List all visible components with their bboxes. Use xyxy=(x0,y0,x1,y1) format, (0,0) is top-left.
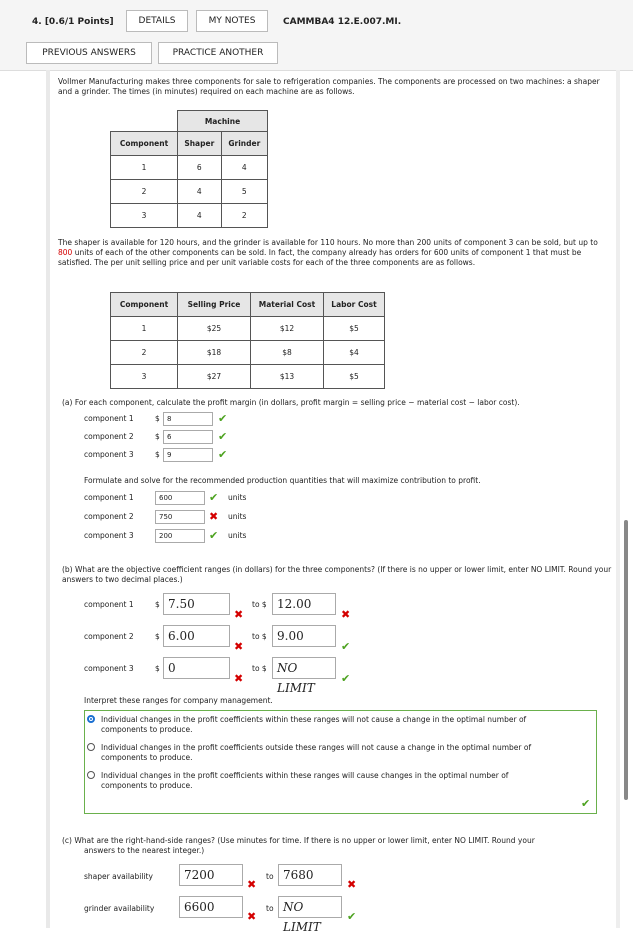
table-cell: 2 xyxy=(111,180,178,204)
option-text-1[interactable] xyxy=(101,715,526,735)
quantity-label: component 1 xyxy=(84,493,134,502)
range-label: component 2 xyxy=(84,632,134,641)
rhs-low-input-grinder[interactable]: 6600 xyxy=(179,896,243,918)
details-button[interactable]: DETAILS xyxy=(126,10,188,32)
range-label: component 3 xyxy=(84,664,134,673)
range-to-label: to $ xyxy=(252,600,267,609)
rhs-to-label: to xyxy=(266,872,274,881)
part-b-question: (b) What are the objective coefficient ranges (in dollars) for the three components? (If there is no upper or lower limit, enter NO LIMIT. Round your answers to two decimal places.) xyxy=(62,565,612,584)
question-header xyxy=(0,0,633,71)
highlighted-value: 800 xyxy=(58,248,73,257)
check-icon: ✔ xyxy=(341,640,351,653)
table-cell: 2 xyxy=(221,204,267,228)
units-label: units xyxy=(228,493,247,502)
table-row xyxy=(111,317,385,341)
table-cell: $13 xyxy=(251,365,324,389)
dollar-prefix: $ xyxy=(155,450,160,459)
table-row xyxy=(111,365,385,389)
dollar-prefix: $ xyxy=(155,432,160,441)
check-icon: ✔ xyxy=(341,672,351,685)
dollar-prefix: $ xyxy=(155,600,160,609)
table-cell: $18 xyxy=(178,341,251,365)
cross-icon: ✖ xyxy=(234,672,244,685)
cost-table xyxy=(110,292,385,389)
table-row xyxy=(111,204,268,228)
margin-label: component 3 xyxy=(84,450,134,459)
table-cell: $25 xyxy=(178,317,251,341)
check-icon: ✔ xyxy=(209,529,219,542)
quantity-label: component 3 xyxy=(84,531,134,540)
option-radio-3[interactable] xyxy=(87,771,95,779)
dollar-prefix: $ xyxy=(155,632,160,641)
option-line: Individual changes in the profit coefficients outside these ranges will not cause a change in the optimal number of xyxy=(101,743,532,752)
range-low-input-component-1[interactable]: 7.50 xyxy=(163,593,230,615)
margin-label: component 2 xyxy=(84,432,134,441)
table-cell: $27 xyxy=(178,365,251,389)
range-to-label: to $ xyxy=(252,632,267,641)
table-cell: $5 xyxy=(324,317,385,341)
table-header: Component xyxy=(111,132,178,156)
rhs-low-input-shaper[interactable]: 7200 xyxy=(179,864,243,886)
option-line: components to produce. xyxy=(101,781,193,790)
table-row xyxy=(111,180,268,204)
cross-icon: ✖ xyxy=(341,608,351,621)
option-line: components to produce. xyxy=(101,725,193,734)
check-icon: ✔ xyxy=(218,448,228,461)
cross-icon: ✖ xyxy=(347,878,357,891)
part-c-question-line: (c) What are the right-hand-side ranges? (Use minutes for time. If there is no upper or lower limit, enter NO LIMIT. Round your xyxy=(62,836,535,845)
table-header: Selling Price xyxy=(178,293,251,317)
check-icon: ✔ xyxy=(581,797,591,810)
table-header: Grinder xyxy=(221,132,267,156)
dollar-prefix: $ xyxy=(155,664,160,673)
check-icon: ✔ xyxy=(218,412,228,425)
margin-input-component-3[interactable]: 9 xyxy=(163,448,213,462)
part-c-question xyxy=(62,836,535,856)
table-cell: 3 xyxy=(111,204,178,228)
table-cell: 1 xyxy=(111,317,178,341)
option-radio-1[interactable] xyxy=(87,715,95,723)
table-cell: $5 xyxy=(324,365,385,389)
constraints-text xyxy=(58,238,608,268)
practice-another-button[interactable]: PRACTICE ANOTHER xyxy=(158,42,278,64)
range-to-label: to $ xyxy=(252,664,267,673)
cross-icon: ✖ xyxy=(247,878,257,891)
units-label: units xyxy=(228,531,247,540)
cross-icon: ✖ xyxy=(234,608,244,621)
table-cell: 6 xyxy=(178,156,222,180)
previous-answers-button[interactable]: PREVIOUS ANSWERS xyxy=(26,42,152,64)
machine-group-header: Machine xyxy=(178,111,268,132)
option-radio-2[interactable] xyxy=(87,743,95,751)
rhs-label: shaper availability xyxy=(84,872,153,881)
table-header: Shaper xyxy=(178,132,222,156)
intro-text: Vollmer Manufacturing makes three components for sale to refrigeration companies. The components are processed on two machines: a shaper and a grinder. The times (in minutes) required on each machine are as follows. xyxy=(58,77,600,96)
quantity-input-component-1[interactable]: 600 xyxy=(155,491,205,505)
quantity-label: component 2 xyxy=(84,512,134,521)
question-right-border xyxy=(616,70,620,928)
table-row xyxy=(111,156,268,180)
dollar-prefix: $ xyxy=(155,414,160,423)
range-high-input-component-1[interactable]: 12.00 xyxy=(272,593,336,615)
question-id: CAMMBA4 12.E.007.MI. xyxy=(283,17,402,27)
question-number: 4. [0.6/1 Points] xyxy=(32,17,114,27)
question-left-border xyxy=(46,70,50,928)
margin-input-component-2[interactable]: 6 xyxy=(163,430,213,444)
rhs-to-label: to xyxy=(266,904,274,913)
cross-icon: ✖ xyxy=(247,910,257,923)
option-line: components to produce. xyxy=(101,753,193,762)
table-cell: 4 xyxy=(178,204,222,228)
table-cell: 4 xyxy=(178,180,222,204)
rhs-high-input-grinder[interactable]: NO LIMIT xyxy=(278,896,342,918)
constraints-text-part1: The shaper is available for 120 hours, and the grinder is available for 110 hours. No more than 200 units of component 3 can be sold, but up to xyxy=(58,238,598,247)
check-icon: ✔ xyxy=(347,910,357,923)
table-cell: 2 xyxy=(111,341,178,365)
option-line: Individual changes in the profit coefficients within these ranges will cause changes in the optimal number of xyxy=(101,771,509,780)
formulate-text: Formulate and solve for the recommended production quantities that will maximize contribution to profit. xyxy=(84,476,481,485)
interpret-prompt: Interpret these ranges for company management. xyxy=(84,696,273,705)
scrollbar-thumb[interactable] xyxy=(624,520,628,800)
table-cell: 3 xyxy=(111,365,178,389)
margin-input-component-1[interactable]: 8 xyxy=(163,412,213,426)
table-row xyxy=(111,341,385,365)
machine-time-table xyxy=(110,110,268,228)
cross-icon: ✖ xyxy=(209,510,219,523)
range-low-input-component-2[interactable]: 6.00 xyxy=(163,625,230,647)
check-icon: ✔ xyxy=(218,430,228,443)
table-header: Labor Cost xyxy=(324,293,385,317)
table-cell: $12 xyxy=(251,317,324,341)
table-header: Material Cost xyxy=(251,293,324,317)
part-a-question: (a) For each component, calculate the profit margin (in dollars, profit margin = selling price − material cost − labor cost). xyxy=(62,398,520,407)
units-label: units xyxy=(228,512,247,521)
range-low-input-component-3[interactable]: 0 xyxy=(163,657,230,679)
check-icon: ✔ xyxy=(209,491,219,504)
part-c-question-line: answers to the nearest integer.) xyxy=(84,846,205,855)
margin-label: component 1 xyxy=(84,414,134,423)
table-header: Component xyxy=(111,293,178,317)
rhs-high-input-shaper[interactable]: 7680 xyxy=(278,864,342,886)
option-line: Individual changes in the profit coefficients within these ranges will not cause a change in the optimal number of xyxy=(101,715,527,724)
rhs-label: grinder availability xyxy=(84,904,155,913)
table-cell: 1 xyxy=(111,156,178,180)
range-label: component 1 xyxy=(84,600,134,609)
quantity-input-component-2[interactable]: 750 xyxy=(155,510,205,524)
range-high-input-component-3[interactable]: NO LIMIT xyxy=(272,657,336,679)
cross-icon: ✖ xyxy=(234,640,244,653)
quantity-input-component-3[interactable]: 200 xyxy=(155,529,205,543)
table-cell: $8 xyxy=(251,341,324,365)
my-notes-button[interactable]: MY NOTES xyxy=(196,10,268,32)
table-cell: 5 xyxy=(221,180,267,204)
constraints-text-part2: units of each of the other components can be sold. In fact, the company already has orders for 600 units of component 1 that must be satisfied. The per unit selling price and per unit variable costs for each of the three components are as follows. xyxy=(58,248,582,267)
table-cell: $4 xyxy=(324,341,385,365)
option-text-2[interactable] xyxy=(101,743,531,763)
table-cell: 4 xyxy=(221,156,267,180)
range-high-input-component-2[interactable]: 9.00 xyxy=(272,625,336,647)
option-text-3[interactable] xyxy=(101,771,508,791)
